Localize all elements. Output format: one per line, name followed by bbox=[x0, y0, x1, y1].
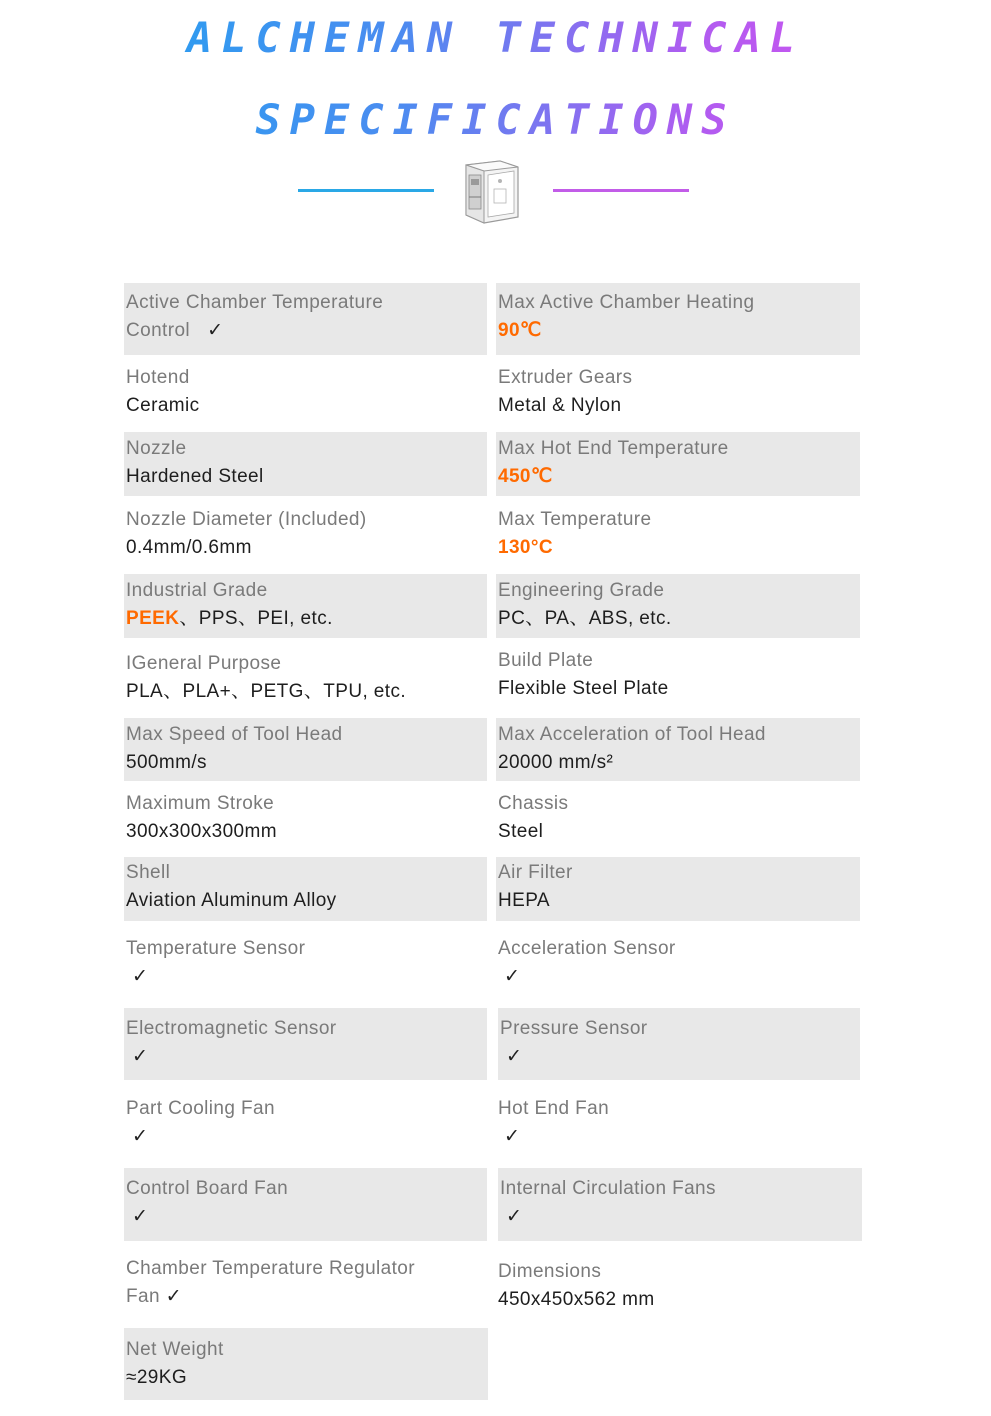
spec-value: PC、PA、ABS, etc. bbox=[498, 608, 672, 629]
spec-value: Flexible Steel Plate bbox=[498, 678, 669, 699]
spec-label: Electromagnetic Sensor bbox=[126, 1018, 337, 1039]
check-icon: ✓ bbox=[132, 1126, 149, 1147]
spec-value: 300x300x300mm bbox=[126, 821, 277, 842]
spec-value: Aviation Aluminum Alloy bbox=[126, 890, 337, 911]
spec-label-cont: Control bbox=[126, 320, 191, 341]
spec-value: PLA、PLA+、PETG、TPU, etc. bbox=[126, 681, 407, 702]
check-icon: ✓ bbox=[207, 320, 224, 341]
spec-label: Max Active Chamber Heating bbox=[498, 292, 755, 313]
spec-max-speed bbox=[124, 718, 487, 781]
spec-label: Max Speed of Tool Head bbox=[126, 724, 343, 745]
spec-hotend-fan bbox=[496, 1095, 860, 1159]
spec-internal-fans bbox=[498, 1168, 862, 1241]
spec-label-line2 bbox=[126, 317, 487, 345]
spec-temp-sensor bbox=[124, 935, 487, 999]
check-icon: ✓ bbox=[132, 1206, 149, 1227]
page-subtitle: SPECIFICATIONS bbox=[0, 90, 991, 150]
spec-label: Max Temperature bbox=[498, 509, 652, 530]
spec-label: IGeneral Purpose bbox=[126, 653, 282, 674]
spec-air-filter bbox=[496, 857, 860, 921]
spec-value-highlight: PEEK bbox=[126, 608, 180, 629]
check-icon: ✓ bbox=[132, 1046, 149, 1067]
spec-label: Acceleration Sensor bbox=[498, 938, 676, 959]
divider-left bbox=[298, 189, 434, 192]
spec-label: Temperature Sensor bbox=[126, 938, 306, 959]
spec-build-plate bbox=[496, 647, 860, 711]
spec-value: HEPA bbox=[498, 890, 550, 911]
spec-label: Pressure Sensor bbox=[500, 1018, 648, 1039]
check-icon: ✓ bbox=[165, 1286, 182, 1307]
spec-value: ≈29KG bbox=[126, 1367, 188, 1388]
spec-part-cooling-fan bbox=[124, 1095, 487, 1159]
spec-label: Maximum Stroke bbox=[126, 793, 275, 814]
spec-max-stroke bbox=[124, 790, 487, 852]
spec-value: 450℃ bbox=[498, 466, 553, 487]
spec-label: Hotend bbox=[126, 367, 190, 388]
spec-label: Part Cooling Fan bbox=[126, 1098, 275, 1119]
spec-max-temp bbox=[496, 506, 860, 568]
spec-control-board-fan bbox=[124, 1168, 487, 1241]
spec-extruder-gears bbox=[496, 364, 860, 428]
spec-chamber-temp-control bbox=[124, 283, 487, 355]
spec-general-purpose bbox=[124, 650, 487, 714]
check-icon: ✓ bbox=[132, 966, 149, 987]
spec-shell bbox=[124, 857, 487, 921]
spec-label: Internal Circulation Fans bbox=[500, 1178, 716, 1199]
spec-value: Steel bbox=[498, 821, 544, 842]
spec-label: Active Chamber Temperature bbox=[126, 292, 384, 313]
printer-icon bbox=[460, 157, 524, 225]
spec-pressure-sensor bbox=[498, 1008, 860, 1080]
spec-value: 500mm/s bbox=[126, 752, 207, 773]
spec-value: 450x450x562 mm bbox=[498, 1289, 655, 1310]
spec-value-rest: 、PPS、PEI, etc. bbox=[179, 608, 333, 629]
spec-value: 0.4mm/0.6mm bbox=[126, 537, 252, 558]
spec-label: Control Board Fan bbox=[126, 1178, 289, 1199]
spec-label: Dimensions bbox=[498, 1261, 602, 1282]
spec-label: Engineering Grade bbox=[498, 580, 665, 601]
spec-chassis bbox=[496, 790, 860, 852]
spec-label: Max Acceleration of Tool Head bbox=[498, 724, 766, 745]
divider-right bbox=[553, 189, 689, 192]
spec-max-hotend-temp bbox=[496, 432, 860, 496]
spec-label: Chamber Temperature Regulator bbox=[126, 1258, 416, 1279]
spec-label: Max Hot End Temperature bbox=[498, 438, 729, 459]
spec-hotend bbox=[124, 364, 487, 428]
spec-dimensions bbox=[496, 1258, 860, 1320]
spec-label: Air Filter bbox=[498, 862, 573, 883]
spec-label: Extruder Gears bbox=[498, 367, 633, 388]
spec-value: Ceramic bbox=[126, 395, 200, 416]
check-icon: ✓ bbox=[504, 1126, 521, 1147]
spec-label: Build Plate bbox=[498, 650, 594, 671]
spec-accel-sensor bbox=[496, 935, 860, 999]
spec-label: Nozzle Diameter (Included) bbox=[126, 509, 367, 530]
spec-value: 130°C bbox=[498, 537, 554, 558]
spec-value: Hardened Steel bbox=[126, 466, 264, 487]
spec-net-weight bbox=[124, 1328, 488, 1400]
check-icon: ✓ bbox=[506, 1206, 523, 1227]
spec-label: Shell bbox=[126, 862, 171, 883]
check-icon: ✓ bbox=[506, 1046, 523, 1067]
spec-label: Net Weight bbox=[126, 1339, 224, 1360]
spec-max-chamber-heating bbox=[496, 283, 860, 355]
spec-label-cont: Fan bbox=[126, 1286, 160, 1307]
spec-label: Chassis bbox=[498, 793, 569, 814]
spec-max-accel bbox=[496, 718, 860, 781]
spec-label-line2 bbox=[126, 1283, 487, 1311]
spec-chamber-regulator-fan bbox=[124, 1255, 487, 1319]
spec-value bbox=[126, 605, 487, 633]
spec-value: 20000 mm/s² bbox=[498, 752, 614, 773]
spec-value: Metal & Nylon bbox=[498, 395, 622, 416]
spec-engineering-grade bbox=[496, 574, 860, 638]
spec-value: 90℃ bbox=[498, 320, 542, 341]
spec-label: Industrial Grade bbox=[126, 580, 268, 601]
spec-nozzle bbox=[124, 432, 487, 496]
spec-em-sensor bbox=[124, 1008, 487, 1080]
spec-label: Nozzle bbox=[126, 438, 187, 459]
page-title: ALCHEMAN TECHNICAL bbox=[0, 8, 991, 68]
spec-label: Hot End Fan bbox=[498, 1098, 610, 1119]
spec-industrial-grade bbox=[124, 574, 487, 638]
check-icon: ✓ bbox=[504, 966, 521, 987]
spec-nozzle-diameter bbox=[124, 506, 487, 568]
